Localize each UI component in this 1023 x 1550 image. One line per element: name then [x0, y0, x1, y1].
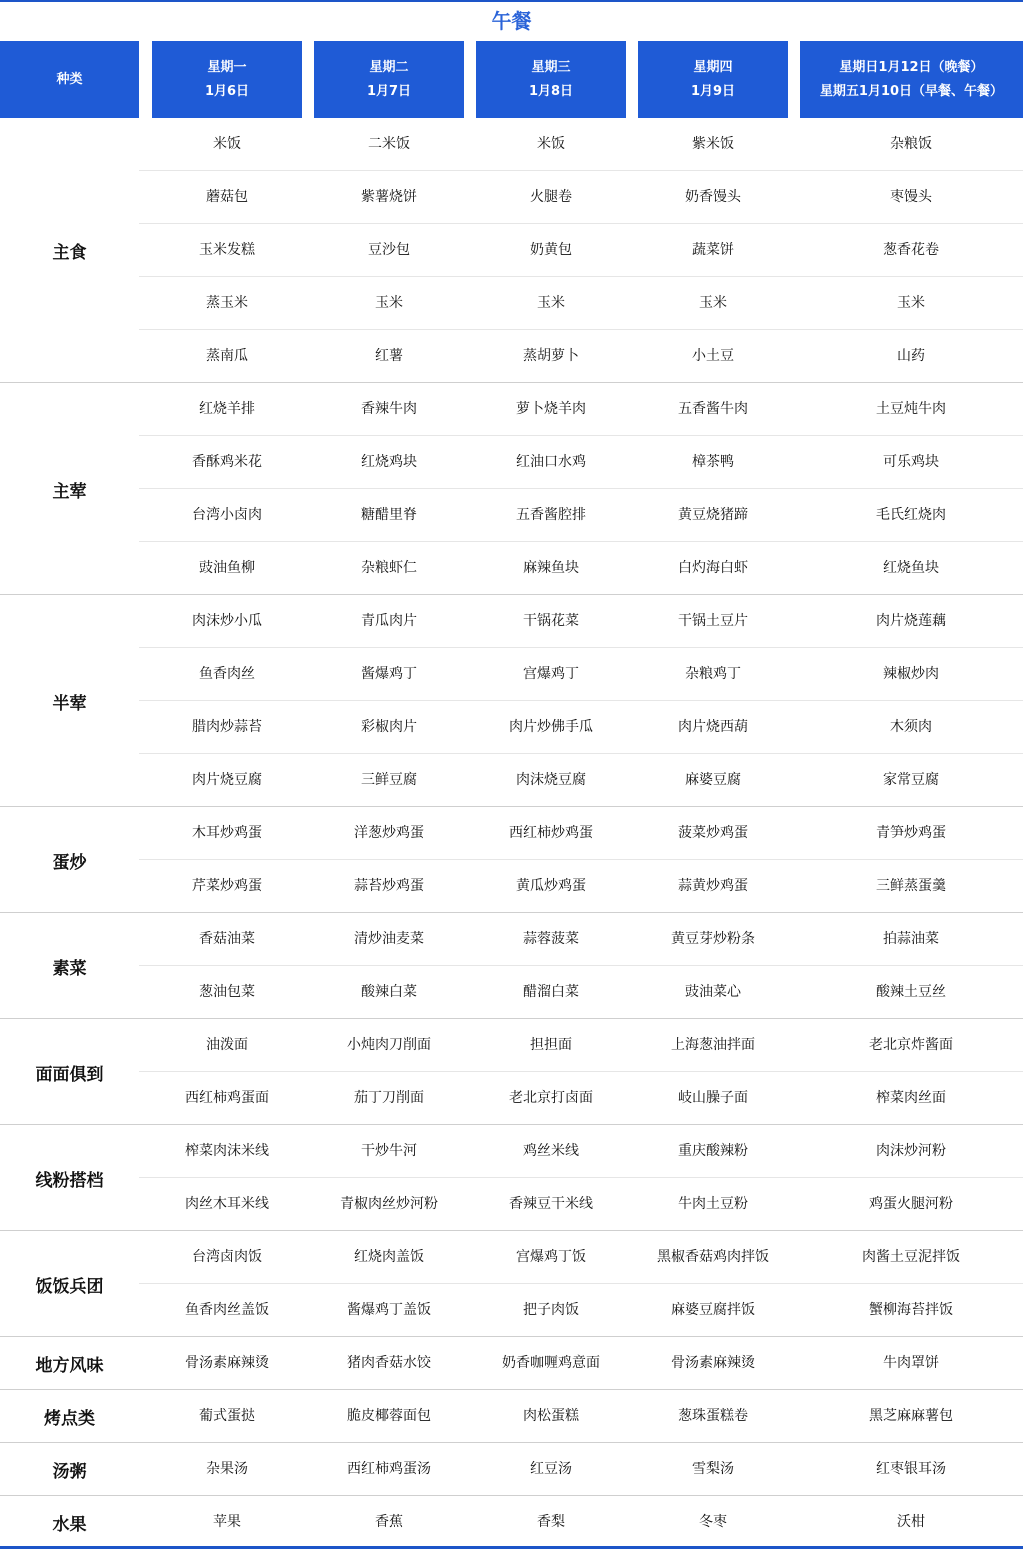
menu-item: 榨菜肉沫米线 [185, 1143, 269, 1159]
menu-item: 麻婆豆腐 [685, 772, 741, 788]
category-label: 面面俱到 [35, 1064, 104, 1085]
menu-item: 葱珠蛋糕卷 [678, 1408, 748, 1424]
header-day-weekend [800, 41, 1023, 118]
menu-item: 奶黄包 [530, 242, 572, 258]
menu-item: 火腿卷 [530, 189, 572, 205]
menu-item: 宫爆鸡丁 [523, 666, 579, 682]
menu-item: 玉米发糕 [199, 242, 255, 258]
menu-item: 蒜苔炒鸡蛋 [354, 878, 424, 894]
menu-item: 香辣豆干米线 [509, 1196, 593, 1212]
menu-item: 茄丁刀削面 [354, 1090, 424, 1106]
menu-item: 三鲜豆腐 [361, 772, 417, 788]
menu-item: 二米饭 [368, 136, 410, 152]
menu-item: 红豆汤 [530, 1461, 572, 1477]
menu-item: 毛氏红烧肉 [876, 507, 946, 523]
menu-item: 香梨 [537, 1514, 565, 1530]
menu-item: 青椒肉丝炒河粉 [340, 1196, 438, 1212]
menu-item: 上海葱油拌面 [671, 1037, 755, 1053]
menu-item: 玉米 [897, 295, 925, 311]
header-day-thu [638, 41, 788, 118]
menu-item: 玉米 [375, 295, 403, 311]
menu-item: 青笋炒鸡蛋 [876, 825, 946, 841]
category-label: 半荤 [52, 693, 87, 714]
header-day-line2: 1月7日 [366, 83, 412, 99]
menu-item: 五香酱牛肉 [678, 401, 748, 417]
menu-item: 鸡蛋火腿河粉 [869, 1196, 953, 1212]
menu-item: 黄瓜炒鸡蛋 [516, 878, 586, 894]
menu-item: 红烧肉盖饭 [354, 1249, 424, 1265]
menu-item: 蒸胡萝卜 [523, 348, 579, 364]
menu-item: 葱香花卷 [883, 242, 939, 258]
menu-item: 米饭 [537, 136, 565, 152]
menu-item: 酸辣白菜 [361, 984, 417, 1000]
menu-item: 葱油包菜 [199, 984, 255, 1000]
menu-item: 糖醋里脊 [361, 507, 417, 523]
menu-item: 香菇油菜 [199, 931, 255, 947]
menu-item: 猪肉香菇水饺 [347, 1355, 431, 1371]
menu-item: 牛肉土豆粉 [678, 1196, 748, 1212]
menu-item: 黄豆芽炒粉条 [671, 931, 755, 947]
menu-item: 小炖肉刀削面 [347, 1037, 431, 1053]
menu-item: 担担面 [530, 1037, 572, 1053]
menu-item: 牛肉罩饼 [883, 1355, 939, 1371]
category-label: 饭饭兵团 [35, 1276, 104, 1297]
header-day-mon [152, 41, 302, 118]
menu-item: 台湾卤肉饭 [192, 1249, 262, 1265]
menu-item: 奶香馒头 [685, 189, 741, 205]
menu-item: 把子肉饭 [523, 1302, 579, 1318]
menu-item: 冬枣 [699, 1514, 727, 1530]
top-border [0, 0, 1023, 2]
menu-item: 鸡丝米线 [523, 1143, 579, 1159]
menu-item: 豉油菜心 [685, 984, 741, 1000]
menu-item: 蒸玉米 [206, 295, 248, 311]
menu-item: 苹果 [213, 1514, 241, 1530]
menu-item: 五香酱腔排 [516, 507, 586, 523]
category-label: 地方风味 [35, 1356, 104, 1376]
menu-item: 杂粮鸡丁 [685, 666, 741, 682]
menu-item: 紫米饭 [692, 136, 734, 152]
category-label: 线粉搭档 [35, 1170, 104, 1191]
menu-item: 肉片炒佛手瓜 [509, 719, 593, 735]
category-label: 主食 [52, 243, 87, 263]
menu-item: 肉酱土豆泥拌饭 [862, 1249, 960, 1265]
menu-item: 干锅土豆片 [678, 613, 748, 629]
menu-item: 彩椒肉片 [361, 719, 417, 735]
menu-item: 西红柿鸡蛋面 [185, 1090, 269, 1106]
menu-item: 肉片烧西葫 [678, 719, 748, 735]
bottom-border [0, 1546, 1023, 1549]
menu-item: 辣椒炒肉 [883, 666, 939, 682]
menu-item: 鱼香肉丝盖饭 [185, 1302, 269, 1318]
header-category [0, 41, 139, 118]
menu-item: 红油口水鸡 [516, 454, 586, 470]
header-day-wed [476, 41, 626, 118]
menu-item: 香蕉 [375, 1514, 403, 1530]
menu-item: 杂粮饭 [890, 136, 932, 152]
category-label: 烤点类 [44, 1409, 95, 1429]
page-title: 午餐 [491, 9, 532, 33]
menu-item: 肉片烧豆腐 [192, 772, 262, 788]
menu-item: 杂粮虾仁 [361, 560, 417, 576]
menu-item: 洋葱炒鸡蛋 [354, 825, 424, 841]
category-label: 蛋炒 [52, 852, 87, 873]
menu-item: 香辣牛肉 [361, 401, 417, 417]
menu-item: 酱爆鸡丁盖饭 [347, 1302, 431, 1318]
header-day-line2: 星期五1月10日（早餐、午餐） [819, 83, 1004, 99]
menu-item: 豆沙包 [368, 242, 410, 258]
menu-item: 岐山臊子面 [678, 1090, 748, 1106]
menu-item: 蔬菜饼 [692, 242, 734, 258]
menu-item: 蟹柳海苔拌饭 [869, 1302, 953, 1318]
menu-item: 酱爆鸡丁 [361, 666, 417, 682]
menu-item: 奶香咖喱鸡意面 [502, 1355, 600, 1371]
header-day-line1: 星期日1月12日（晚餐） [839, 59, 984, 75]
menu-item: 老北京打卤面 [509, 1090, 593, 1106]
menu-item: 肉沫炒河粉 [876, 1143, 946, 1159]
menu-item: 香酥鸡米花 [192, 454, 262, 470]
menu-item: 黑椒香菇鸡肉拌饭 [657, 1249, 769, 1265]
menu-item: 菠菜炒鸡蛋 [678, 825, 748, 841]
menu-item: 脆皮椰蓉面包 [347, 1408, 431, 1424]
header-day-line1: 星期二 [369, 59, 409, 75]
menu-item: 土豆炖牛肉 [876, 401, 946, 417]
menu-item: 小土豆 [692, 348, 734, 364]
menu-item: 红烧羊排 [199, 401, 255, 417]
header-day-line1: 星期三 [531, 59, 571, 75]
menu-item: 骨汤素麻辣烫 [185, 1355, 269, 1371]
menu-item: 玉米 [537, 295, 565, 311]
menu-item: 芹菜炒鸡蛋 [192, 878, 262, 894]
menu-item: 米饭 [213, 136, 241, 152]
menu-item: 清炒油麦菜 [354, 931, 424, 947]
menu-item: 肉片烧莲藕 [876, 613, 946, 629]
category-label: 素菜 [52, 958, 87, 979]
menu-item: 麻婆豆腐拌饭 [671, 1302, 755, 1318]
menu-item: 干炒牛河 [361, 1143, 417, 1159]
header-day-line2: 1月8日 [528, 83, 574, 99]
menu-item: 腊肉炒蒜苔 [192, 719, 262, 735]
header-day-line2: 1月9日 [690, 83, 736, 99]
menu-item: 紫薯烧饼 [361, 189, 417, 205]
menu-item: 酸辣土豆丝 [876, 984, 946, 1000]
menu-item: 骨汤素麻辣烫 [671, 1355, 755, 1371]
menu-item: 油泼面 [206, 1037, 248, 1053]
menu-item: 枣馒头 [890, 189, 932, 205]
menu-item: 鱼香肉丝 [199, 666, 255, 682]
menu-item: 红枣银耳汤 [876, 1461, 946, 1477]
menu-item: 豉油鱼柳 [199, 560, 255, 576]
menu-item: 黄豆烧猪蹄 [678, 507, 748, 523]
menu-item: 红烧鸡块 [361, 454, 417, 470]
menu-item: 蒜蓉菠菜 [523, 931, 579, 947]
menu-item: 麻辣鱼块 [523, 560, 579, 576]
menu-item: 肉松蛋糕 [523, 1408, 579, 1424]
header-day-line1: 星期一 [207, 59, 247, 75]
menu-item: 红薯 [375, 348, 403, 364]
menu-item: 木须肉 [890, 719, 932, 735]
menu-item: 萝卜烧羊肉 [516, 401, 586, 417]
menu-item: 木耳炒鸡蛋 [192, 825, 262, 841]
menu-item: 榨菜肉丝面 [876, 1090, 946, 1106]
menu-item: 蒸南瓜 [206, 348, 248, 364]
menu-item: 沃柑 [897, 1514, 925, 1530]
menu-item: 青瓜肉片 [361, 613, 417, 629]
menu-item: 重庆酸辣粉 [678, 1143, 748, 1159]
menu-item: 红烧鱼块 [883, 560, 939, 576]
menu-item: 蒜黄炒鸡蛋 [678, 878, 748, 894]
menu-item: 蘑菇包 [206, 189, 248, 205]
header-category-label: 种类 [56, 71, 83, 87]
menu-item: 家常豆腐 [883, 772, 939, 788]
menu-item: 肉沫烧豆腐 [516, 772, 586, 788]
header-day-line1: 星期四 [693, 59, 733, 75]
menu-item: 樟茶鸭 [692, 454, 734, 470]
menu-item: 西红柿鸡蛋汤 [347, 1461, 431, 1477]
menu-item: 杂果汤 [206, 1461, 248, 1477]
category-label: 水果 [52, 1515, 87, 1535]
menu-item: 玉米 [699, 295, 727, 311]
menu-item: 台湾小卤肉 [192, 507, 262, 523]
menu-item: 干锅花菜 [523, 613, 579, 629]
menu-item: 肉丝木耳米线 [185, 1196, 269, 1212]
category-label: 主荤 [52, 481, 87, 502]
menu-item: 老北京炸酱面 [869, 1037, 953, 1053]
menu-item: 拍蒜油菜 [883, 931, 939, 947]
category-label: 汤粥 [52, 1462, 87, 1482]
menu-item: 黑芝麻麻薯包 [869, 1408, 953, 1424]
menu-item: 雪梨汤 [692, 1461, 734, 1477]
menu-item: 山药 [897, 348, 925, 364]
header-day-tue [314, 41, 464, 118]
menu-item: 白灼海白虾 [678, 560, 748, 576]
header-day-line2: 1月6日 [204, 83, 250, 99]
menu-item: 西红柿炒鸡蛋 [509, 825, 593, 841]
menu-item: 可乐鸡块 [883, 454, 939, 470]
menu-item: 肉沫炒小瓜 [192, 613, 262, 629]
menu-item: 三鲜蒸蛋羹 [876, 878, 946, 894]
menu-item: 葡式蛋挞 [199, 1408, 255, 1424]
menu-item: 宫爆鸡丁饭 [516, 1249, 586, 1265]
menu-item: 醋溜白菜 [523, 984, 579, 1000]
